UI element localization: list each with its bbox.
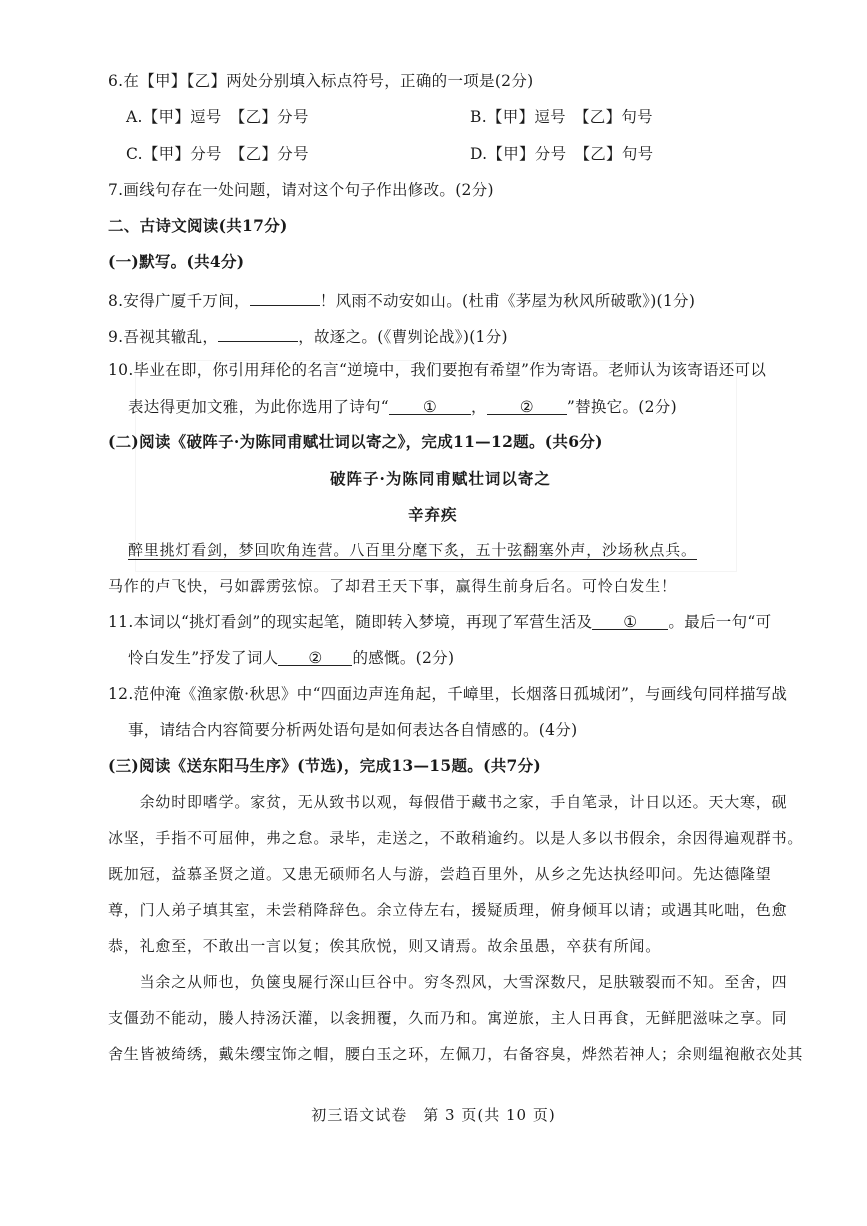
prose-line-2: 冰坚，手指不可屈伸，弗之怠。录毕，走送之，不敢稍逾约。以是人多以书假余，余因得遍观群书。 xyxy=(108,829,804,847)
prose-line-7: 支僵劲不能动，媵人持汤沃灌，以衾拥覆，久而乃和。寓逆旅，主人日再食，无鲜肥滋味之享。同 xyxy=(108,1009,788,1027)
q11-blank2[interactable]: ② xyxy=(278,647,352,666)
q6-option-d: D.【甲】分号 【乙】句号 xyxy=(470,145,654,163)
q8-pre: 8.安得广厦千万间， xyxy=(108,292,250,310)
q10-post: ”替换它。(2分) xyxy=(566,398,677,416)
prose-line-5: 恭，礼愈至，不敢出一言以复；俟其欣悦，则又请焉。故余虽愚，卒获有所闻。 xyxy=(108,937,662,955)
prose-line-6: 当余之从师也，负箧曳屣行深山巨谷中。穷冬烈风，大雪深数尺，足肤皲裂而不知。至舍，四 xyxy=(108,973,788,991)
q6-stem: 6.在【甲】【乙】两处分别填入标点符号，正确的一项是(2分) xyxy=(108,72,534,90)
q10-mid: ， xyxy=(471,398,487,416)
prose-line-1: 余幼时即嗜学。家贫，无从致书以观，每假借于藏书之家，手自笔录，计日以还。天大寒，砚 xyxy=(108,793,788,811)
part1-heading: (一)默写。(共4分) xyxy=(108,252,245,271)
q9 xyxy=(108,323,508,348)
q12-line2: 事，请结合内容简要分析两处语句是如何表达各自情感的。(4分) xyxy=(128,721,578,739)
q11-line1 xyxy=(108,611,771,633)
q8-post: ！风雨不动安如山。(杜甫《茅屋为秋风所破歌》)(1分) xyxy=(319,292,696,310)
q11-post: 。最后一句“可 xyxy=(668,613,772,631)
q9-pre: 9.吾视其辙乱， xyxy=(108,328,219,346)
prose-line-8: 舍生皆被绮绣，戴朱缨宝饰之帽，腰白玉之环，左佩刀，右备容臭，烨然若神人；余则缊袍敝衣处其 xyxy=(108,1045,804,1063)
q8 xyxy=(108,287,695,312)
q10-line2 xyxy=(128,396,677,418)
part3-heading: (三)阅读《送东阳马生序》(节选)，完成13—15题。(共7分) xyxy=(108,756,542,775)
q12-line1: 12.范仲淹《渔家傲·秋思》中“四面边声连角起，千嶂里，长烟落日孤城闭”，与画线句同样描写战 xyxy=(108,685,788,703)
q6-option-c: C.【甲】分号 【乙】分号 xyxy=(126,145,309,163)
page-footer: 初三语文试卷 第 3 页(共 10 页) xyxy=(311,1106,556,1124)
q10-blank1[interactable]: ① xyxy=(389,396,471,415)
part2-heading: (二)阅读《破阵子·为陈同甫赋壮词以寄之》，完成11—12题。(共6分) xyxy=(108,432,603,451)
poem-author: 辛弃疾 xyxy=(408,505,458,524)
q10-blank2[interactable]: ② xyxy=(487,396,567,415)
poem-line2: 马作的卢飞快，弓如霹雳弦惊。了却君王天下事，赢得生前身后名。可怜白发生！ xyxy=(108,577,677,595)
q6-option-b: B.【甲】逗号 【乙】句号 xyxy=(470,108,653,126)
q11-blank1[interactable]: ① xyxy=(592,611,668,630)
q10-pre: 表达得更加文雅，为此你选用了诗句“ xyxy=(128,398,390,416)
q9-blank[interactable] xyxy=(218,323,298,342)
poem-line1-underlined: 醉里挑灯看剑，梦回吹角连营。八百里分麾下炙，五十弦翻塞外声，沙场秋点兵。 xyxy=(128,541,697,559)
q7: 7.画线句存在一处问题，请对这个句子作出修改。(2分) xyxy=(108,181,494,199)
q8-blank[interactable] xyxy=(250,287,320,306)
q11-pre2: 怜白发生”抒发了词人 xyxy=(128,649,279,667)
prose-line-3: 既加冠，益慕圣贤之道。又患无硕师名人与游，尝趋百里外，从乡之先达执经叩问。先达德隆望 xyxy=(108,865,772,883)
q9-post: ，故逐之。(《曹刿论战》)(1分) xyxy=(298,328,508,346)
q11-pre: 11.本词以“挑灯看剑”的现实起笔，随即转入梦境，再现了军营生活及 xyxy=(108,613,593,631)
q6-option-a: A.【甲】逗号 【乙】分号 xyxy=(126,108,309,126)
poem-line1 xyxy=(128,539,697,561)
q11-post2: 的感慨。(2分) xyxy=(352,649,455,667)
section2-heading: 二、古诗文阅读(共17分) xyxy=(108,216,288,235)
prose-line-4: 尊，门人弟子填其室，未尝稍降辞色。余立侍左右，援疑质理，俯身倾耳以请；或遇其叱咄，色愈 xyxy=(108,901,788,919)
q11-line2 xyxy=(128,647,454,669)
q10-line1: 10.毕业在即，你引用拜伦的名言“逆境中，我们要抱有希望”作为寄语。老师认为该寄语还可以 xyxy=(108,361,767,379)
poem-title: 破阵子·为陈同甫赋壮词以寄之 xyxy=(330,469,551,488)
